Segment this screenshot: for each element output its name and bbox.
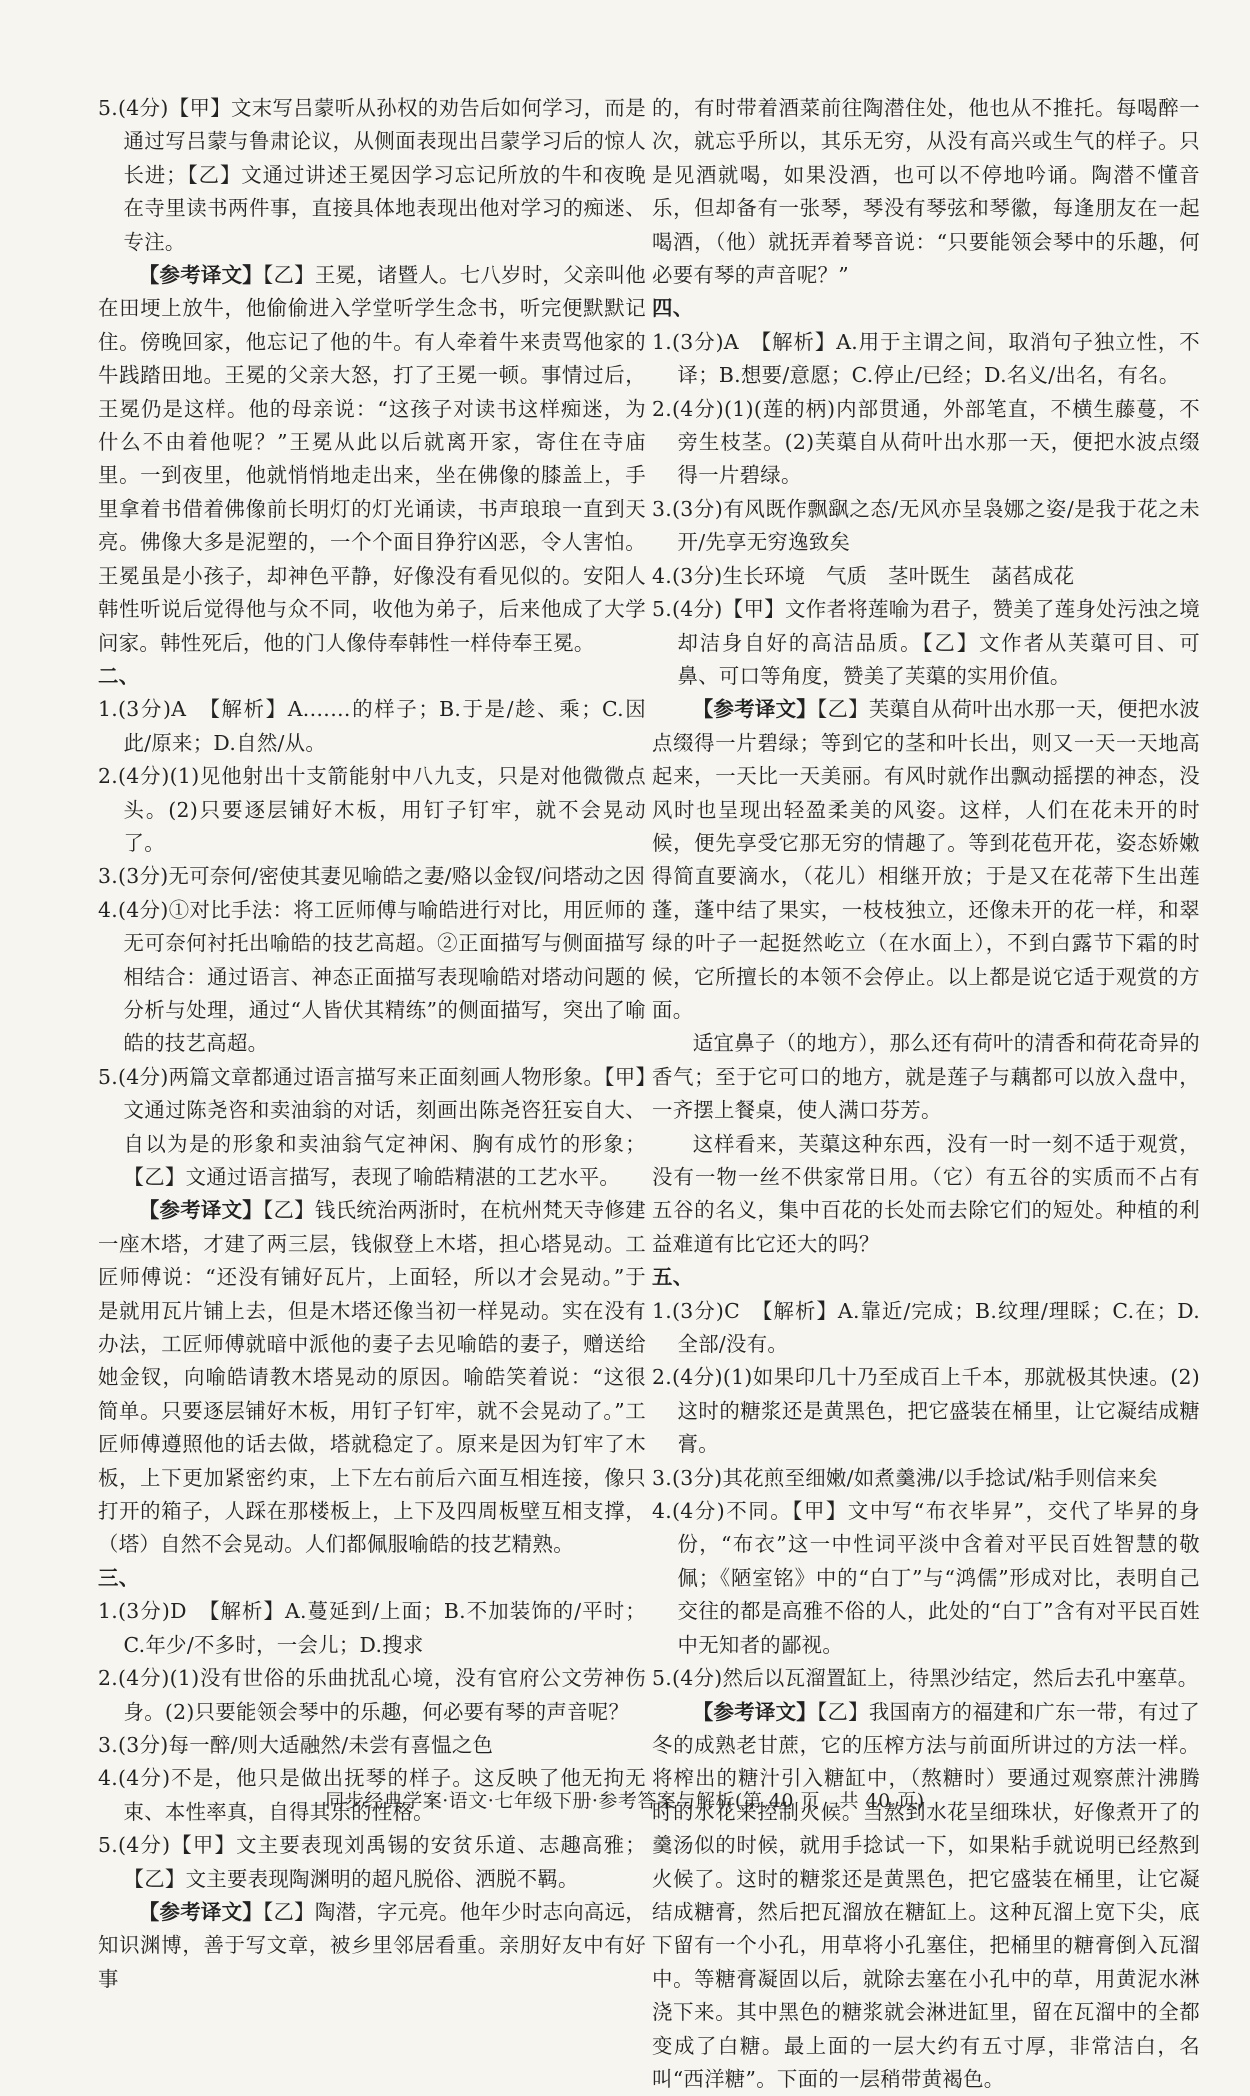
translation-paragraph bbox=[652, 1027, 1200, 1127]
paragraph-text: 4.(4分)①对比手法：将工匠师傅与喻皓进行对比，用匠师的无可奈何衬托出喻皓的技艺高超。②正面描写与侧面描写相结合：通过语言、神态正面描写表现喻皓对塔动问题的分析与处理，通过“人皆伏其精练”的侧面描写，突出了喻皓的技艺高超。 bbox=[98, 898, 646, 1056]
page-footer: 同步经典学案·语文·七年级下册·参考答案与解析(第 40 页 共 40 页) bbox=[0, 1786, 1250, 1813]
paragraph-text: 四、 bbox=[652, 296, 693, 320]
paragraph-text: 4.(3分)生长环境 气质 茎叶既生 菡萏成花 bbox=[652, 564, 1074, 588]
answer-item bbox=[98, 1662, 646, 1729]
paragraph-text: 1.(3分)A 【解析】A.……的样子；B.于是/趁、乘；C.因此/原来；D.自然/从。 bbox=[98, 697, 646, 754]
answer-item bbox=[98, 1061, 646, 1195]
paragraph-text: 三、 bbox=[98, 1566, 139, 1590]
answer-item bbox=[98, 760, 646, 860]
answer-item bbox=[98, 92, 646, 259]
paragraph-text: 5.(4分)【甲】文主要表现刘禹锡的安贫乐道、志趣高雅；【乙】文主要表现陶渊明的超凡脱俗、洒脱不羁。 bbox=[98, 1833, 646, 1890]
section-heading bbox=[652, 1261, 1200, 1294]
paragraph-text: 【乙】我国南方的福建和广东一带，有过了冬的成熟老甘蔗，它的压榨方法与前面所讲过的方法一样。将榨出的糖汁引入糖缸中，（熬糖时）要通过观察蔗汁沸腾时的水花来控制火候。当熬到水花呈细珠状，好像煮开了的羹汤似的时候，就用手捻试一下，如果粘手就说明已经熬到火候了。这时的糖浆还是黄黑色，把它盛装在桶里，让它凝结成糖膏，然后把瓦溜放在糖缸上。这种瓦溜上宽下尖，底下留有一个小孔，用草将小孔塞住，把桶里的糖膏倒入瓦溜中。等糖膏凝固以后，就除去塞在小孔中的草，用黄泥水淋浇下来。其中黑色的糖浆就会淋进缸里，留在瓦溜中的全都变成了白糖。最上面的一层大约有五寸厚，非常洁白，名叫“西洋糖”。下面的一层稍带黄褐色。 bbox=[652, 1700, 1200, 2091]
reference-translation-tag: 【参考译文】 bbox=[693, 1700, 817, 1724]
paragraph-text: 1.(3分)C 【解析】A.靠近/完成；B.纹理/理睬；C.在；D.全部/没有。 bbox=[652, 1299, 1200, 1356]
answer-item bbox=[98, 1595, 646, 1662]
answer-item bbox=[652, 393, 1200, 493]
paragraph-text: 适宜鼻子（的地方），那么还有荷叶的清香和荷花奇异的香气；至于它可口的地方，就是莲子与藕都可以放入盘中，一齐摆上餐桌，使人满口芬芳。 bbox=[652, 1031, 1200, 1122]
section-heading bbox=[98, 1562, 646, 1595]
paragraph-text: 3.(3分)每一醉/则大适融然/未尝有喜愠之色 bbox=[98, 1733, 493, 1757]
answer-item bbox=[98, 1829, 646, 1896]
paragraph-text: 5.(4分)【甲】文作者将莲喻为君子，赞美了莲身处污浊之境却洁身自好的高洁品质。【乙】文作者从芙蕖可目、可鼻、可口等角度，赞美了芙蕖的实用价值。 bbox=[652, 597, 1200, 688]
paragraph-text: 5.(4分)两篇文章都通过语言描写来正面刻画人物形象。【甲】文通过陈尧咨和卖油翁的对话，刻画出陈尧咨狂妄自大、自以为是的形象和卖油翁气定神闲、胸有成竹的形象；【乙】文通过语言描写，表现了喻皓精湛的工艺水平。 bbox=[98, 1065, 646, 1189]
answer-item bbox=[652, 593, 1200, 693]
paragraph-text: 3.(3分)有风既作飘飖之态/无风亦呈袅娜之姿/是我于花之未开/先享无穷逸致矣 bbox=[652, 497, 1200, 554]
paragraph-text: 2.(4分)(1)如果印几十乃至成百上千本，那就极其快速。(2)这时的糖浆还是黄黑色，把它盛装在桶里，让它凝结成糖膏。 bbox=[652, 1365, 1200, 1456]
translation-paragraph bbox=[652, 693, 1200, 1027]
paragraph-text: 这样看来，芙蕖这种东西，没有一时一刻不适于观赏，没有一物一丝不供家常日用。（它）有五谷的实质而不占有五谷的名义，集中百花的长处而去除它们的短处。种植的利益难道有比它还大的吗？ bbox=[652, 1132, 1200, 1256]
paragraph-text: 5.(4分)【甲】文末写吕蒙听从孙权的劝告后如何学习，而是通过写吕蒙与鲁肃论议，从侧面表现出吕蒙学习后的惊人长进；【乙】文通过讲述王冕因学习忘记所放的牛和夜晚在寺里读书两件事，直接具体地表现出他对学习的痴迷、专注。 bbox=[98, 96, 646, 254]
reference-translation-tag: 【参考译文】 bbox=[139, 1198, 263, 1222]
paragraph-text: 1.(3分)A 【解析】A.用于主谓之间，取消句子独立性，不译；B.想要/意愿；C.停止/已经；D.名义/出名，有名。 bbox=[652, 330, 1200, 387]
paragraph-text: 2.(4分)(1)见他射出十支箭能射中八九支，只是对他微微点头。(2)只要逐层铺好木板，用钉子钉牢，就不会晃动了。 bbox=[98, 764, 646, 855]
answer-item bbox=[652, 1662, 1200, 1695]
reference-translation-tag: 【参考译文】 bbox=[139, 1900, 263, 1924]
paragraph-text: 4.(4分)不同。【甲】文中写“布衣毕昇”，交代了毕昇的身份，“布衣”这一中性词平淡中含着对平民百姓智慧的敬佩；《陋室铭》中的“白丁”与“鸿儒”形成对比，表明自己交往的都是高雅不俗的人，此处的“白丁”含有对平民百姓中无知者的鄙视。 bbox=[652, 1499, 1200, 1657]
paragraph-text: 【乙】芙蕖自从荷叶出水那一天，便把水波点缀得一片碧绿；等到它的茎和叶长出，则又一天一天地高起来，一天比一天美丽。有风时就作出飘动摇摆的神态，没风时也呈现出轻盈柔美的风姿。这样，人们在花未开的时候，便先享受它那无穷的情趣了。等到花苞开花，姿态娇嫩得简直要滴水，（花儿）相继开放；于是又在花蒂下生出莲蓬，蓬中结了果实，一枝枝独立，还像未开的花一样，和翠绿的叶子一起挺然屹立（在水面上），不到白露节下霜的时候，它所擅长的本领不会停止。以上都是说它适于观赏的方面。 bbox=[652, 697, 1200, 1022]
answer-item bbox=[652, 1361, 1200, 1461]
answer-item bbox=[652, 493, 1200, 560]
section-heading bbox=[652, 292, 1200, 325]
paragraph-text: 4.(4分)不是，他只是做出抚琴的样子。这反映了他无拘无束、本性率真，自得其乐的性格。 bbox=[98, 1766, 646, 1823]
paragraph-text: 五、 bbox=[652, 1265, 693, 1289]
paragraph-text: 1.(3分)D 【解析】A.蔓延到/上面；B.不加装饰的/平时；C.年少/不多时，一会儿；D.搜求 bbox=[98, 1599, 646, 1656]
translation-paragraph bbox=[98, 259, 646, 660]
translation-paragraph bbox=[652, 1696, 1200, 2096]
paragraph-text: 2.(4分)(1)(莲的柄)内部贯通，外部笔直，不横生藤蔓，不旁生枝茎。(2)芙蕖自从荷叶出水那一天，便把水波点缀得一片碧绿。 bbox=[652, 397, 1200, 488]
section-heading bbox=[98, 660, 646, 693]
paragraph-text: 的，有时带着酒菜前往陶潜住处，他也从不推托。每喝醉一次，就忘乎所以，其乐无穷，从没有高兴或生气的样子。只是见酒就喝，如果没酒，也可以不停地吟诵。陶潜不懂音乐，但却备有一张琴，琴没有琴弦和琴徽，每逢朋友在一起喝酒，（他）就抚弄着琴音说：“只要能领会琴中的乐趣，何必要有琴的声音呢？” bbox=[652, 96, 1200, 287]
answer-item bbox=[98, 860, 646, 893]
paragraph-text: 二、 bbox=[98, 664, 139, 688]
answer-item bbox=[98, 693, 646, 760]
paragraph-text: 2.(4分)(1)没有世俗的乐曲扰乱心境，没有官府公文劳神伤身。(2)只要能领会琴中的乐趣，何必要有琴的声音呢？ bbox=[98, 1666, 646, 1723]
answer-item bbox=[98, 1729, 646, 1762]
answer-item bbox=[652, 1495, 1200, 1662]
translation-paragraph bbox=[98, 1194, 646, 1561]
paragraph-text: 【乙】陶潜，字元亮。他年少时志向高远，知识渊博，善于写文章，被乡里邻居看重。亲朋好友中有好事 bbox=[98, 1900, 646, 1991]
paragraph-text: 【乙】王冕，诸暨人。七八岁时，父亲叫他在田埂上放牛，他偷偷进入学堂听学生念书，听完便默默记住。傍晚回家，他忘记了他的牛。有人牵着牛来责骂他家的牛践踏田地。王冕的父亲大怒，打了王冕一顿。事情过后，王冕仍是这样。他的母亲说：“这孩子对读书这样痴迷，为什么不由着他呢？”王冕从此以后就离开家，寄住在寺庙里。一到夜里，他就悄悄地走出来，坐在佛像的膝盖上，手里拿着书借着佛像前长明灯的灯光诵读，书声琅琅一直到天亮。佛像大多是泥塑的，一个个面目狰狞凶恶，令人害怕。王冕虽是小孩子，却神色平静，好像没有看见似的。安阳人韩性听说后觉得他与众不同，收他为弟子，后来他成了大学问家。韩性死后，他的门人像侍奉韩性一样侍奉王冕。 bbox=[98, 263, 646, 654]
translation-paragraph bbox=[98, 1896, 646, 1996]
answer-item bbox=[652, 1462, 1200, 1495]
paragraph-text: 【乙】钱氏统治两浙时，在杭州梵天寺修建一座木塔，才建了两三层，钱俶登上木塔，担心塔晃动。工匠师傅说：“还没有铺好瓦片，上面轻，所以才会晃动。”于是就用瓦片铺上去，但是木塔还像当初一样晃动。实在没有办法，工匠师傅就暗中派他的妻子去见喻皓的妻子，赠送给她金钗，向喻皓请教木塔晃动的原因。喻皓笑着说：“这很简单。只要逐层铺好木板，用钉子钉牢，就不会晃动了。”工匠师傅遵照他的话去做，塔就稳定了。原来是因为钉牢了木板，上下更加紧密约束，上下左右前后六面互相连接，像只打开的箱子，人踩在那楼板上，上下及四周板壁互相支撑，（塔）自然不会晃动。人们都佩服喻皓的技艺精熟。 bbox=[98, 1198, 646, 1556]
continued-paragraph bbox=[652, 92, 1200, 292]
answer-item bbox=[652, 560, 1200, 593]
answer-item bbox=[652, 326, 1200, 393]
reference-translation-tag: 【参考译文】 bbox=[139, 263, 263, 287]
reference-translation-tag: 【参考译文】 bbox=[693, 697, 817, 721]
paragraph-text: 5.(4分)然后以瓦溜置缸上，待黑沙结定，然后去孔中塞草。 bbox=[652, 1666, 1198, 1690]
paragraph-text: 3.(3分)其花煎至细嫩/如煮羹沸/以手捻试/粘手则信来矣 bbox=[652, 1466, 1158, 1490]
translation-paragraph bbox=[652, 1128, 1200, 1262]
answer-item bbox=[652, 1295, 1200, 1362]
answer-item bbox=[98, 894, 646, 1061]
left-column bbox=[98, 92, 646, 1996]
paragraph-text: 3.(3分)无可奈何/密使其妻见喻皓之妻/赂以金钗/问塔动之因 bbox=[98, 864, 645, 888]
